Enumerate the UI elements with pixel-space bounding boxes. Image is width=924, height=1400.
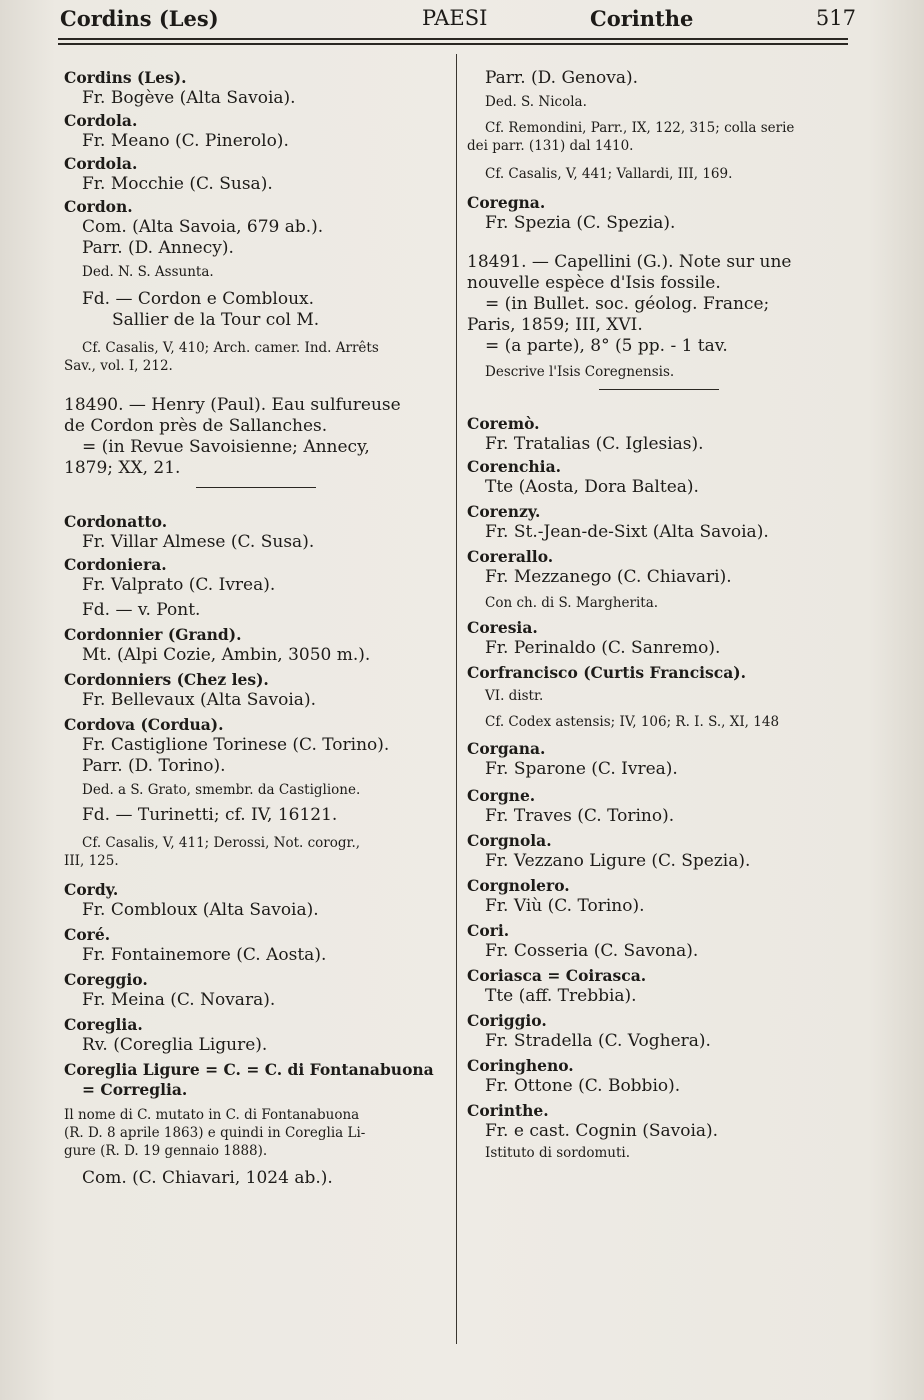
entry-coriggio xyxy=(467,1011,851,1052)
entry-line: Cf. Codex astensis; IV, 106; R. I. S., XI, 148 xyxy=(485,714,780,730)
header-rule-bottom xyxy=(58,43,848,45)
entry-line: Fr. e cast. Cognin (Savoia). xyxy=(485,1121,719,1141)
entry-line: Mt. (Alpi Cozie, Ambin, 3050 m.). xyxy=(82,645,371,665)
entry-line: Cf. Casalis, V, 410; Arch. camer. Ind. Arrêts xyxy=(82,340,379,356)
entry-line: Cf. Casalis, V, 441; Vallardi, III, 169. xyxy=(485,166,733,182)
entry-cordon xyxy=(64,197,448,375)
entry-cordins xyxy=(64,68,448,109)
entry-line: Fr. Viù (C. Torino). xyxy=(485,896,645,916)
entry-line: Rv. (Coreglia Ligure). xyxy=(82,1035,268,1055)
entry-title: Cordola. xyxy=(64,154,138,173)
entry-title: Cordon. xyxy=(64,197,133,216)
entry-title: Coreggio. xyxy=(64,970,148,989)
entry-continuation xyxy=(467,68,851,183)
entry-line: Fr. Castiglione Torinese (C. Torino). xyxy=(82,735,390,755)
entry-cordy xyxy=(64,880,448,921)
entry-line: Parr. (D. Torino). xyxy=(82,756,226,776)
entry-title: Corgnolero. xyxy=(467,876,570,895)
entry-18490 xyxy=(64,395,448,488)
entry-title: Coré. xyxy=(64,925,111,944)
entry-line: (R. D. 8 aprile 1863) e quindi in Coreglia Li- xyxy=(64,1125,366,1141)
entry-coregna xyxy=(467,193,851,234)
entry-corerallo xyxy=(467,547,851,612)
entry-title: Cordonniers (Chez les). xyxy=(64,670,269,689)
entry-title: Corinthe. xyxy=(467,1101,549,1120)
entry-coreglia xyxy=(64,1015,448,1056)
entry-line: Paris, 1859; III, XVI. xyxy=(467,315,643,335)
entry-line: Fr. Valprato (C. Ivrea). xyxy=(82,575,276,595)
entry-coreglia-ligure xyxy=(64,1060,448,1189)
entry-line: Cf. Casalis, V, 411; Derossi, Not. corogr., xyxy=(82,835,361,851)
entry-cordova xyxy=(64,715,448,870)
entry-corinthe xyxy=(467,1101,851,1162)
entry-line: Fr. Fontainemore (C. Aosta). xyxy=(82,945,327,965)
entry-line: Parr. (D. Annecy). xyxy=(82,238,234,258)
entry-line: Sav., vol. I, 212. xyxy=(64,358,173,374)
entry-title: Coriggio. xyxy=(467,1011,547,1030)
entry-line: Istituto di sordomuti. xyxy=(485,1145,631,1161)
entry-title: Corerallo. xyxy=(467,547,554,566)
entry-line: de Cordon près de Sallanches. xyxy=(64,416,328,436)
entry-corfrancisco xyxy=(467,663,851,731)
entry-cordonnier xyxy=(64,625,448,666)
entry-line: Fr. Villar Almese (C. Susa). xyxy=(82,532,315,552)
page-number: 517 xyxy=(815,6,856,30)
entry-line: Fr. Meano (C. Pinerolo). xyxy=(82,131,289,151)
entry-line: Fr. Traves (C. Torino). xyxy=(485,806,675,826)
header-section: PAESI xyxy=(422,6,488,30)
entry-18491 xyxy=(467,252,851,390)
entry-core xyxy=(64,925,448,966)
entry-coringheno xyxy=(467,1056,851,1097)
entry-cordonniers xyxy=(64,670,448,711)
header-rule-top xyxy=(58,38,848,40)
entry-line: Tte (Aosta, Dora Baltea). xyxy=(485,477,699,497)
entry-line: Ded. a S. Grato, smembr. da Castiglione. xyxy=(82,782,361,798)
entry-line: Parr. (D. Genova). xyxy=(485,68,639,88)
entry-title: Corgana. xyxy=(467,739,546,758)
entry-line: = (in Bullet. soc. géolog. France; xyxy=(485,294,770,314)
entry-line: Fr. Meina (C. Novara). xyxy=(82,990,276,1010)
entry-line: Fr. Mocchie (C. Susa). xyxy=(82,174,273,194)
entry-cordola-mocchie xyxy=(64,154,448,195)
entry-line: Sallier de la Tour col M. xyxy=(112,310,320,330)
entry-line: III, 125. xyxy=(64,853,119,869)
entry-title: Cordonatto. xyxy=(64,512,168,531)
entry-cori xyxy=(467,921,851,962)
entry-line: 18491. — Capellini (G.). Note sur une xyxy=(467,252,792,272)
entry-cordonatto xyxy=(64,512,448,553)
entry-title: Coremò. xyxy=(467,414,540,433)
entry-line: Fr. St.-Jean-de-Sixt (Alta Savoia). xyxy=(485,522,769,542)
entry-title: Cordy. xyxy=(64,880,119,899)
entry-line: Con ch. di S. Margherita. xyxy=(485,595,659,611)
entry-line: Fr. Cosseria (C. Savona). xyxy=(485,941,699,961)
entry-line: Com. (Alta Savoia, 679 ab.). xyxy=(82,217,324,237)
entry-line: Il nome di C. mutato in C. di Fontanabuona xyxy=(64,1107,360,1123)
entry-line: Fr. Mezzanego (C. Chiavari). xyxy=(485,567,732,587)
entry-line: = (a parte), 8° (5 pp. - 1 tav. xyxy=(485,336,728,356)
entry-line: Fr. Bogève (Alta Savoia). xyxy=(82,88,296,108)
entry-title: Coreglia. xyxy=(64,1015,143,1034)
entry-corgne xyxy=(467,786,851,827)
section-rule xyxy=(599,389,719,390)
entry-line: Ded. N. S. Assunta. xyxy=(82,264,214,280)
entry-coresia xyxy=(467,618,851,659)
header-left-title: Cordins (Les) xyxy=(60,6,219,31)
entry-line: Fd. — Cordon e Combloux. xyxy=(82,289,315,309)
entry-title: Cordola. xyxy=(64,111,138,130)
entry-title: Coriasca = Coirasca. xyxy=(467,966,647,985)
entry-line: Fr. Spezia (C. Spezia). xyxy=(485,213,676,233)
entry-title: Coresia. xyxy=(467,618,538,637)
entry-title: Cordins (Les). xyxy=(64,68,187,87)
entry-cordoniera xyxy=(64,555,448,621)
entry-title: Corfrancisco (Curtis Francisca). xyxy=(467,663,746,682)
entry-line: Fd. — v. Pont. xyxy=(82,600,201,620)
entry-coriasca xyxy=(467,966,851,1007)
entry-line: Fd. — Turinetti; cf. IV, 16121. xyxy=(82,805,338,825)
entry-line: Fr. Ottone (C. Bobbio). xyxy=(485,1076,681,1096)
entry-line: Com. (C. Chiavari, 1024 ab.). xyxy=(82,1168,333,1188)
entry-coreggio xyxy=(64,970,448,1011)
entry-line: = (in Revue Savoisienne; Annecy, xyxy=(82,437,370,457)
entry-corgnola xyxy=(467,831,851,872)
entry-line: VI. distr. xyxy=(485,688,544,704)
left-column xyxy=(64,68,448,1189)
entry-title: Cordonnier (Grand). xyxy=(64,625,242,644)
entry-title: Coregna. xyxy=(467,193,546,212)
entry-title: Corenchia. xyxy=(467,457,562,476)
entry-line: Fr. Sparone (C. Ivrea). xyxy=(485,759,678,779)
entry-title: Cordova (Cordua). xyxy=(64,715,224,734)
entry-line: 1879; XX, 21. xyxy=(64,458,181,478)
entry-line: nouvelle espèce d'Isis fossile. xyxy=(467,273,721,293)
entry-line: Fr. Stradella (C. Voghera). xyxy=(485,1031,711,1051)
entry-line: dei parr. (131) dal 1410. xyxy=(467,138,634,154)
entry-coremo xyxy=(467,414,851,455)
running-header xyxy=(60,4,856,34)
column-divider xyxy=(456,54,457,1344)
entry-corgnolero xyxy=(467,876,851,917)
entry-line: Ded. S. Nicola. xyxy=(485,94,587,110)
entry-title: Corgnola. xyxy=(467,831,552,850)
section-rule xyxy=(196,487,316,488)
entry-title: Corgne. xyxy=(467,786,536,805)
entry-line: Cf. Remondini, Parr., IX, 122, 315; colla serie xyxy=(485,120,795,136)
entry-title: Cori. xyxy=(467,921,510,940)
entry-line: Fr. Bellevaux (Alta Savoia). xyxy=(82,690,316,710)
entry-line: Fr. Vezzano Ligure (C. Spezia). xyxy=(485,851,751,871)
entry-title: Coringheno. xyxy=(467,1056,574,1075)
entry-line: gure (R. D. 19 gennaio 1888). xyxy=(64,1143,268,1159)
entry-line: Fr. Combloux (Alta Savoia). xyxy=(82,900,319,920)
entry-corenchia xyxy=(467,457,851,498)
entry-corgana xyxy=(467,739,851,780)
right-column xyxy=(467,68,851,1162)
entry-title: Cordoniera. xyxy=(64,555,167,574)
entry-cordola-meano xyxy=(64,111,448,152)
entry-line: Fr. Perinaldo (C. Sanremo). xyxy=(485,638,721,658)
entry-corenzy xyxy=(467,502,851,543)
entry-title-cont: = Correglia. xyxy=(82,1080,188,1099)
entry-line: Fr. Tratalias (C. Iglesias). xyxy=(485,434,704,454)
entry-title: Coreglia Ligure = C. = C. di Fontanabuona xyxy=(64,1060,434,1079)
entry-line: Descrive l'Isis Coregnensis. xyxy=(485,364,675,380)
entry-line: 18490. — Henry (Paul). Eau sulfureuse xyxy=(64,395,401,415)
entry-title: Corenzy. xyxy=(467,502,541,521)
entry-line: Tte (aff. Trebbia). xyxy=(485,986,637,1006)
header-right-title: Corinthe xyxy=(590,6,694,31)
